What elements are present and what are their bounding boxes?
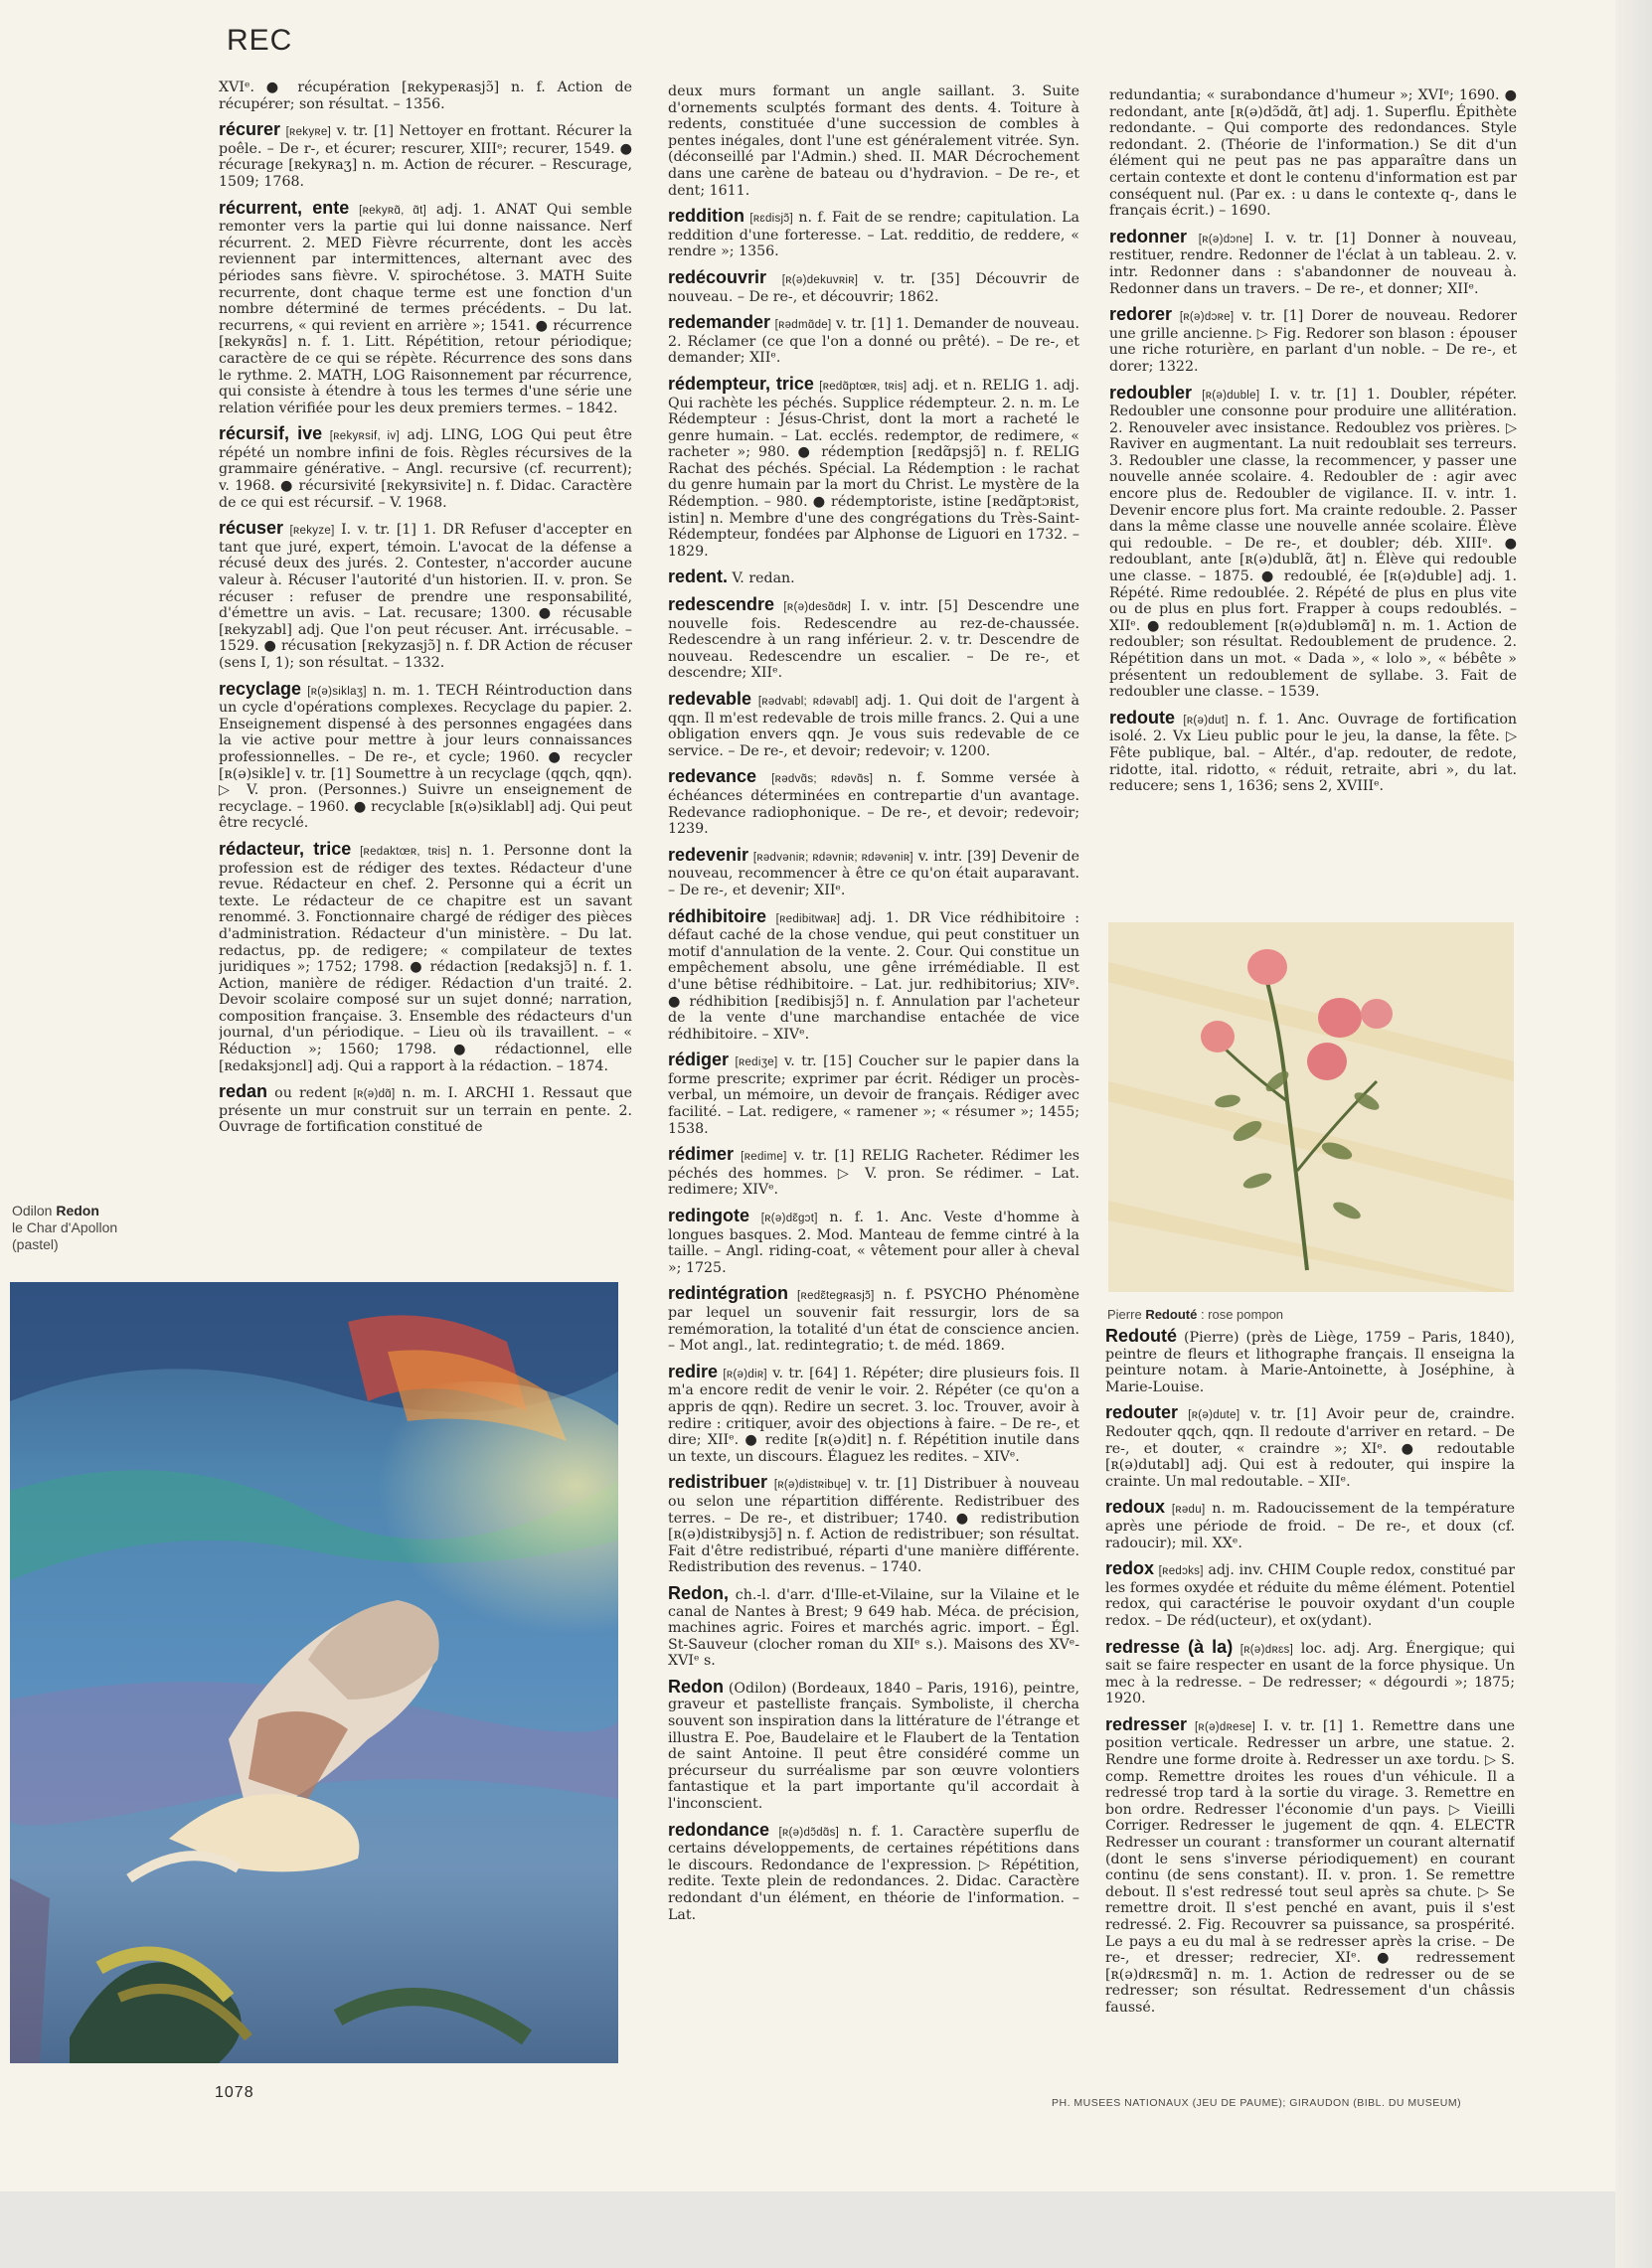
entry-phonetic: [ʀedibitwaʀ]: [775, 912, 841, 925]
dictionary-entry: [668, 568, 1079, 587]
entry-phonetic: [ʀ(ə)dut]: [1183, 714, 1229, 727]
entry-phonetic: [ʀ(ə)dute]: [1188, 1409, 1240, 1422]
entry-phonetic: [ʀədu]: [1171, 1504, 1206, 1517]
entry-phonetic: [ʀ(ə)dʀese]: [1194, 1720, 1256, 1733]
entry-definition: n. m. I. ARCHI 1. Ressaut que présente un mur construit sur un terrain en pente. 2. Ouvrage de fortification constitué de: [219, 1085, 632, 1136]
entry-phonetic: [ʀedime]: [741, 1151, 787, 1164]
entry-headword: rédhibitoire: [668, 905, 767, 926]
entry-phonetic: [ʀ(ə)dʀɛs]: [1239, 1643, 1294, 1656]
entry-headword: Redon,: [668, 1582, 729, 1603]
entry-phonetic: [ʀekyʀe]: [285, 126, 332, 139]
caption-surname: Redon: [56, 1203, 99, 1218]
entry-headword: rédacteur, trice: [219, 838, 352, 859]
entry-definition: I. v. intr. [5] Descendre une nouvelle fois. Redescendre au rez-de-chaussée. Redescendre à un rang inférieur. 2. v. tr. Descendre de nouveau. Redescendre un escalier. – De re-, et descendre; XIIᵉ.: [668, 598, 1079, 682]
caption-first-name: Odilon: [12, 1203, 53, 1218]
dictionary-entry: [668, 768, 1079, 837]
entry-definition: v. tr. [1] Avoir peur de, craindre. Redouter qqch, qqn. Il redoute d'arriver en retard. – De re-, et douter, « craindre »; XIᵉ. ● redoutable [ʀ(ə)dutabl] adj. Qui est à redouter, qui inspire la crainte. Un mal redoutable. – XIIᵉ.: [1105, 1406, 1515, 1490]
column-right-top: [1109, 87, 1517, 924]
entry-definition: loc. adj. Arg. Énergique; qui sait se faire respecter en usant de la force physique. Un mec à la redresse. – De redresser; « dégourdi »; 1875; 1920.: [1105, 1640, 1515, 1707]
page-header: REC: [227, 24, 293, 57]
redoute-rose-image: [1108, 922, 1514, 1292]
entry-phonetic: [ʀ(ə)dɔʀe]: [1179, 311, 1235, 324]
entry-headword: redonner: [1109, 226, 1188, 246]
dictionary-entry: [1105, 1713, 1515, 2017]
dictionary-entry: [219, 1083, 632, 1136]
dictionary-entry: [219, 121, 632, 190]
dictionary-entry: [668, 691, 1079, 759]
dictionary-entry: [668, 1676, 1079, 1813]
entry-headword: redevenir: [668, 844, 749, 865]
entry-headword: redorer: [1109, 304, 1173, 325]
column-middle: [668, 83, 1079, 2071]
dictionary-entry: [219, 197, 632, 417]
dictionary-entry: [668, 1146, 1079, 1199]
dictionary-entry: [668, 1208, 1079, 1276]
caption-medium: (pastel): [12, 1236, 59, 1252]
dictionary-entry: [1109, 707, 1517, 795]
entry-definition: (Pierre) (près de Liège, 1759 – Paris, 1840), peintre de fleurs et lithographe français. Il enseigna la peinture notam. à Marie-Antoinette, à Joséphine, à Marie-Louise.: [1105, 1330, 1515, 1395]
dictionary-entry: [1109, 306, 1517, 375]
entry-headword: redingote: [668, 1206, 750, 1226]
entry-phonetic: [ʀedɔks]: [1158, 1565, 1204, 1578]
dictionary-entry: [668, 266, 1079, 305]
entry-phonetic: [ʀ(ə)duble]: [1202, 389, 1260, 402]
entry-headword: redécouvrir: [668, 266, 767, 287]
photo-credit: PH. MUSEES NATIONAUX (JEU DE PAUME); GIRAUDON (BIBL. DU MUSEUM): [1052, 2097, 1462, 2109]
dictionary-entry: [1105, 1560, 1515, 1629]
entry-headword: rédiger: [668, 1050, 730, 1070]
entry-definition: ch.-l. d'arr. d'Ille-et-Vilaine, sur la Vilaine et le canal de Nantes à Brest; 9 649 hab. Méca. de précision, machines agric. Foires et marchés agric. import. – Égl. St-Sauveur (clocher roman du XIIᵉ s.). Maisons des XVᵉ-XVIᵉ s.: [668, 1586, 1079, 1670]
page-number: 1078: [215, 2084, 254, 2101]
entry-phonetic: [ʀ(ə)dekuvʀiʀ]: [781, 273, 859, 286]
entry-headword: redemander: [668, 312, 771, 333]
entry-headword: redintégration: [668, 1283, 789, 1304]
entry-definition: adj. LING, LOG Qui peut être répété un nombre infini de fois. Règles récursives de la grammaire générative. – Angl. recursive (cf. recurrent); v. 1968. ● récursivité [ʀekyʀsivite] n. f. Didac. Caractère de ce qui est récursif. – V. 1968.: [219, 427, 632, 511]
entry-headword: redescendre: [668, 594, 775, 615]
entry-phonetic: [ʀədmɑ̃de]: [774, 319, 832, 332]
entry-headword: reddition: [668, 206, 744, 227]
entry-phonetic: [ʀekyʀsif, iv]: [329, 430, 400, 443]
dictionary-entry: [219, 425, 632, 511]
entry-definition: n. f. 1. Caractère superflu de certains développements, de certaines répétitions dans le discours. Redondance de l'expression. ▷ Répétition, redite. Texte plein de redondances. 2. Didac. Caractère redondant d'un élément, en théorie de l'information. – Lat.: [668, 1823, 1079, 1923]
dictionary-entry: [668, 314, 1079, 367]
entry-definition: v. tr. [1] RELIG Racheter. Rédimer les péchés des hommes. ▷ V. pron. Se rédimer. – Lat. redimere; XIVᵉ.: [668, 1148, 1079, 1199]
entry-phonetic: [ʀ(ə)dɔ̃dɑ̃s]: [778, 1826, 840, 1839]
dictionary-entry: [219, 80, 632, 112]
entry-headword: rédimer: [668, 1144, 735, 1165]
caption-artwork-title: le Char d'Apollon: [12, 1219, 118, 1235]
entry-headword: redevable: [668, 689, 752, 709]
caption-first-name: Pierre: [1107, 1307, 1142, 1322]
dictionary-entry: [668, 1361, 1079, 1466]
entry-phonetic: [ʀ(ə)dɛ̃gɔt]: [760, 1213, 818, 1225]
entry-headword: récurer: [219, 119, 281, 140]
entry-phonetic: [ʀ(ə)dɑ̃]: [353, 1088, 396, 1101]
entry-headword: redresse (à la): [1105, 1636, 1234, 1657]
entry-definition: (Odilon) (Bordeaux, 1840 – Paris, 1916), peintre, graveur et pastelliste français. Symboliste, il chercha souvent son inspiration dans la littérature de l'étrange et illustra E. Poe, Baudelaire et le Flaubert de la Tentation de saint Antoine. Il peut être considéré comme un précurseur du surréalisme par son œuvre volontiers fantastique et la part importante qu'il accordait à l'inconscient.: [668, 1680, 1079, 1813]
entry-definition: deux murs formant un angle saillant. 3. Suite d'ornements sculptés formant des dents. 4. Toiture à redents, constituée d'une succession de combles à pentes inégales, dont l'une est généralement vitrée. Syn. (déconseillé par l'Admin.) shed. II. MAR Décrochement dans une carène de bateau ou d'hydravion. – De re-, et dent; 1611.: [668, 83, 1079, 199]
entry-definition: n. 1. Personne dont la profession est de rédiger des textes. Rédacteur d'une revue. Rédacteur en chef. 2. Personne qui a écrit un texte. Le rédacteur de ce chapitre est un savant renommé. 3. Fonctionnaire chargé de rédiger des pièces d'administration. Rédacteur d'un ministère. – Du lat. redactus, pp. de redigere; « compilateur de textes juridiques »; 1752; 1798. ● rédaction [ʀedaksjɔ̃] n. f. 1. Action, manière de rédiger. Rédaction d'un traité. 2. Devoir scolaire composé sur un sujet donné; narration, composition française. 3. Ensemble des rédacteurs d'un journal, d'un périodique. – Lieu où ils travaillent. – « Réduction »; 1560; 1798. ● rédactionnel, elle [ʀedaksjɔnɛl] adj. Qui a rapport à la rédaction. – 1874.: [219, 842, 632, 1074]
entry-phonetic: [ʀekyze]: [289, 525, 335, 538]
entry-definition: v. tr. [1] 1. Demander de nouveau. 2. Réclamer (ce que l'on a donné ou prêté). – De re-, et demander; XIIᵉ.: [668, 316, 1079, 367]
redon-painting-image: [10, 1282, 618, 2063]
entry-definition: n. m. Radoucissement de la température après une période de froid. – De re-, et doux (cf. radoucir); mil. XXᵉ.: [1105, 1501, 1515, 1551]
entry-phonetic: [ʀedaktœʀ, tʀis]: [360, 845, 451, 858]
entry-definition: adj. et n. RELIG 1. adj. Qui rachète les péchés. Supplice rédempteur. 2. n. m. Le Rédempteur : Jésus-Christ, dont la mort a racheté le genre humain. – Lat. ecclés. redemptor, de redimere, « racheter »; 980. ● rédemption [ʀedɑ̃psjɔ̃] n. f. RELIG Rachat des péchés. Spécial. La Rédemption : le rachat du genre humain par la mort du Christ. Le mystère de la Rédemption. – 980. ● rédemptoriste, istine [ʀedɑ̃ptɔʀist, istin] n. Membre d'une des congrégations du Très-Saint-Rédempteur, fondées par Alphonse de Liguori en 1732. – 1829.: [668, 377, 1079, 560]
dictionary-entry: [668, 1285, 1079, 1354]
entry-definition: v. intr. [39] Devenir de nouveau, recommencer à être ce qu'on était auparavant. – De re-, et devenir; XIIᵉ.: [668, 848, 1079, 898]
entry-headword: redox: [1105, 1558, 1155, 1579]
dictionary-entry: [668, 373, 1079, 561]
entry-headword: récursif, ive: [219, 423, 323, 444]
entry-definition: adj. inv. CHIM Couple redox, constitué par les formes oxydée et réduite du même élément. Potentiel redox, qui caractérise le pouvoir oxydant d'un couple redox. – De réd(ucteur), et ox(ydant).: [1105, 1562, 1515, 1629]
entry-definition: n. m. 1. TECH Réintroduction dans un cycle d'opérations complexes. Recyclage du papier. 2. Enseignement dispensé à des personnes engagées dans la vie active pour mettre à jour leurs connaissances professionnelles. – De re-, et cycle; 1960. ● recycler [ʀ(ə)sikle] v. tr. [1] Soumettre à un recyclage (qqch, qqn). ▷ V. pron. (Personnes.) Suivre un enseignement de recyclage. – 1960. ● recyclable [ʀ(ə)siklabl] adj. Qui peut être recyclé.: [219, 682, 632, 832]
entry-headword: redistribuer: [668, 1472, 768, 1493]
scan-edge: [1615, 0, 1652, 2268]
dictionary-entry: [219, 678, 632, 832]
caption-description: : rose pompon: [1200, 1307, 1284, 1322]
entry-headword: redoute: [1109, 707, 1176, 728]
entry-definition: n. f. 1. Anc. Ouvrage de fortification isolé. 2. Vx Lieu public pour le jeu, la danse, la fête. ▷ Fête publique, bal. – Altér., d'ap. redouter, de redote, ridotte, ital. ridotto, « réduit, retraite, abri », du lat. reducere; sens 1, 1636; sens 2, XVIIIᵉ.: [1109, 711, 1517, 795]
dictionary-entry: [219, 838, 632, 1074]
entry-phonetic: [ʀ(ə)distʀibɥe]: [773, 1479, 851, 1492]
entry-headword: redresser: [1105, 1713, 1188, 1734]
entry-phonetic: [ʀ(ə)dɔne]: [1198, 233, 1253, 245]
entry-phonetic: [ʀ(ə)diʀ]: [723, 1368, 767, 1380]
column-left: [219, 80, 632, 1213]
dictionary-entry: [668, 596, 1079, 682]
entry-headword: redondance: [668, 1819, 770, 1840]
entry-phonetic: [ʀədvɑ̃s; ʀdəvɑ̃s]: [771, 773, 874, 786]
entry-phonetic: [ʀekyʀɑ̃, ɑ̃t]: [359, 204, 427, 217]
entry-definition: redundantia; « surabondance d'humeur »; XVIᵉ; 1690. ● redondant, ante [ʀ(ə)dɔ̃dɑ̃, ɑ̃t] adj. 1. Superflu. Épithète redondante. – Qui comporte des redondances. Style redondant. 2. (Théorie de l'information.) Se dit d'un élément qui ne peut pas ne pas apparaître dans un certain contexte et dont le contenu d'information est par conséquent nul. (Par ex. : u dans le contexte q-, dans le français écrit.) – 1690.: [1109, 87, 1517, 220]
entry-definition: V. redan.: [732, 570, 795, 587]
dictionary-entry: [668, 1052, 1079, 1137]
dictionary-entry: [668, 844, 1079, 899]
entry-headword: redoubler: [1109, 382, 1193, 403]
entry-definition: I. v. tr. [1] Donner à nouveau, restituer, rendre. Redonner de l'éclat à un tableau. 2. v. intr. Redonner dans : s'abandonner de nouveau à. Redonner dans un travers. – De re-, et donner; XIIᵉ.: [1109, 230, 1517, 297]
dictionary-entry: [1109, 87, 1517, 220]
entry-definition: I. v. tr. [1] 1. Doubler, répéter. Redoubler une consonne pour produire une allitération. 2. Renouveler avec insistance. Redoublez vos prières. ▷ Raviver en augmentant. La nuit redoublait ses terreurs. 3. Redoubler une classe, la recommencer, y passer une nouvelle année scolaire. 4. Redoubler de : agir avec encore plus de. Redoubler de vigilance. II. v. intr. 1. Devenir encore plus fort. Ma crainte redouble. 2. Passer dans la même classe une nouvelle année scolaire. Élève qui redouble. – De re-, et doubler; déb. XIIIᵉ. ● redoublant, ante [ʀ(ə)dublɑ̃, ɑ̃t] n. Élève qui redouble une classe. – 1875. ● redoublé, ée [ʀ(ə)duble] adj. 1. Répété. Rime redoublée. 2. Répété de plus en plus vite ou de plus en plus fort. Frapper à coups redoublés. – XIIᵉ. ● redoublement [ʀ(ə)dubləmɑ̃] n. m. 1. Action de redoubler; son résultat. Redoublement de prudence. 2. Répétition dans un mot. « Dada », « lolo », « bébête » présentent un redoublement de syllabe. 3. Fait de redoubler une classe. – 1539.: [1109, 386, 1517, 701]
entry-headword: redevance: [668, 766, 757, 787]
redon-caption: [12, 1203, 117, 1253]
entry-phonetic: [ʀədvəniʀ; ʀdəvniʀ; ʀdəvəniʀ]: [752, 851, 913, 864]
entry-definition: adj. 1. ANAT Qui semble remonter vers la partie qui lui donne naissance. Nerf récurrent. 2. MED Fièvre récurrente, dont les accès reviennent par intermittences, alternant avec des périodes sans fièvre. V. spirochétose. 3. MATH Suite recurrente, dont chaque terme est une fonction d'un nombre déterminé de termes précédents. – Du lat. recurrens, « qui revient en arrière »; 1541. ● récurrence [ʀekyʀɑ̃s] n. f. 1. Litt. Répétition, retour périodique; caractère de ce qui se répète. Récurrence des sons dans le rythme. 2. MATH, LOG Raisonnement par récurrence, qui consiste à étendre à tous les termes d'une série une relation vérifiée pour les deux premiers termes. – 1842.: [219, 201, 632, 416]
dictionary-entry: [1109, 382, 1517, 701]
entry-definition: v. tr. [1] Nettoyer en frottant. Récurer la poêle. – De r-, et écurer; rescurer, XIIIᵉ; recurer, 1549. ● récurage [ʀekyʀaʒ] n. m. Action de récurer. – Rescurage, 1509; 1768.: [219, 123, 632, 190]
entry-definition: I. v. tr. [1] 1. Remettre dans une position verticale. Redresser un arbre, une statue. 2. Rendre une forme droite à. Redresser un axe tordu. ▷ S. comp. Remettre droites les roues d'un véhicule. Il a redressé trop tard à la sortie du virage. 3. Remettre en bon ordre. Redresser l'économie d'un pays. ▷ Vieilli Corriger. Redresser le jugement de qqn. 4. ELECTR Redresser un courant : transformer un courant alternatif (dont le sens s'inverse périodiquement) en courant continu (de sens constant). II. v. pron. 1. Se remettre debout. Il s'est redressé tout seul après sa chute. ▷ Se remettre droit. Il s'est penché en avant, puis il s'est redressé. 2. Fig. Recouvrer sa puissance, sa prospérité. Le pays a eu du mal à se redresser après la crise. – De re-, et dresser; redrecier, XIᵉ. ● redressement [ʀ(ə)dʀɛsmɑ̃] n. m. 1. Action de redresser ou de se redresser; son résultat. Redressement d'un châssis faussé.: [1105, 1717, 1515, 2016]
entry-headword: redoux: [1105, 1497, 1166, 1518]
entry-definition: v. tr. [1] Dorer de nouveau. Redorer une grille ancienne. ▷ Fig. Redorer son blason : épouser une riche roturière, en parlant d'un noble. – De re-, et dorer; 1322.: [1109, 308, 1517, 375]
entry-headword: redire: [668, 1361, 719, 1381]
column-right-bottom: [1105, 1328, 1515, 2079]
entry-phonetic: [ʀədvabl; ʀdəvabl]: [757, 696, 859, 708]
entry-headword: recyclage: [219, 678, 302, 699]
entry-headword: redent.: [668, 567, 729, 587]
entry-headword: redan: [219, 1081, 268, 1102]
dictionary-entry: [668, 905, 1079, 1044]
dictionary-entry: [219, 520, 632, 671]
entry-phonetic: [ʀedɑ̃ptœʀ, tʀis]: [819, 380, 908, 393]
entry-headword: rédempteur, trice: [668, 373, 814, 394]
entry-definition: adj. 1. Qui doit de l'argent à qqn. Il m'est redevable de trois mille francs. 2. Qui a une obligation envers qqn. Je vous suis redevable de ce service. – De re-, et devoir; redevoir; v. 1200.: [668, 693, 1079, 759]
entry-headword: récurrent, ente: [219, 197, 350, 218]
entry-headword: récuser: [219, 518, 284, 539]
dictionary-entry: [1105, 1328, 1515, 1395]
entry-phonetic: [ʀ(ə)desɑ̃dʀ]: [783, 601, 852, 614]
dictionary-entry: [1105, 1636, 1515, 1707]
entry-phonetic: [ʀɛdisjɔ̃]: [749, 213, 793, 226]
entry-variant: ou redent: [274, 1085, 347, 1102]
entry-definition: v. tr. [35] Découvrir de nouveau. – De re-, et découvrir; 1862.: [668, 270, 1079, 305]
dictionary-entry: [668, 1474, 1079, 1576]
dictionary-entry: [668, 1819, 1079, 1924]
scan-border: [0, 2191, 1652, 2268]
dictionary-entry: [1105, 1404, 1515, 1490]
entry-phonetic: [ʀediʒe]: [735, 1056, 778, 1069]
entry-phonetic: [ʀedɛ̃tegʀasjɔ̃]: [797, 1290, 875, 1303]
entry-definition: v. tr. [15] Coucher sur le papier dans la forme prescrite; exprimer par écrit. Rédiger un procès-verbal, un mémoire, un devoir de français. Rédiger avec facilité. – Lat. redigere, « ramener »; « résumer »; 1455; 1538.: [668, 1053, 1079, 1137]
entry-headword: Redon: [668, 1676, 724, 1697]
dictionary-entry: [668, 208, 1079, 260]
entry-definition: n. f. PSYCHO Phénomène par lequel un souvenir fait ressurgir, lors de sa remémoration, la totalité d'un état de conscience ancien. – Mot angl., lat. redintegratio; t. de méd. 1869.: [668, 1287, 1079, 1355]
dictionary-entry: [668, 83, 1079, 199]
entry-definition: n. f. 1. Anc. Veste d'homme à longues basques. 2. Mod. Manteau de femme cintré à la taille. – Angl. riding-coat, « vêtement pour aller à cheval »; 1725.: [668, 1210, 1079, 1276]
entry-definition: n. f. Fait de se rendre; capitulation. La reddition d'une forteresse. – Lat. redditio, de reddere, « rendre »; 1356.: [668, 210, 1079, 260]
dictionary-entry: [668, 1582, 1079, 1670]
caption-surname: Redouté: [1145, 1307, 1198, 1322]
entry-headword: redouter: [1105, 1402, 1179, 1423]
entry-definition: adj. 1. DR Vice rédhibitoire : défaut caché de la chose vendue, qui peut constituer un motif d'annulation de la vente. 2. Cour. Qui constitue un empêchement absolu, une gêne irrémédiable. Il est d'une bêtise rédhibitoire. – Lat. jur. redhibitorius; XIVᵉ. ● rédhibition [ʀedibisjɔ̃] n. f. Annulation par l'acheteur de la vente d'une marchandise entachée de vice rédhibitoire. – XIVᵉ.: [668, 909, 1079, 1043]
entry-definition: XVIᵉ. ● récupération [ʀekypeʀasjɔ̃] n. f. Action de récupérer; son résultat. – 1356.: [219, 80, 632, 112]
entry-definition: I. v. tr. [1] 1. DR Refuser d'accepter en tant que juré, expert, témoin. L'avocat de la défense a récusé deux des jurés. 2. Contester, n'accorder aucune valeur à. Récuser l'autorité d'un historien. II. v. pron. Se récuser : refuser de prendre une responsabilité, d'émettre un avis. – Lat. recusare; 1300. ● récusable [ʀekyzabl] adj. Que l'on peut récuser. Ant. irrécusable. – 1529. ● récusation [ʀekyzasjɔ̃] n. f. DR Action de récuser (sens I, 1); son résultat. – 1332.: [219, 522, 632, 671]
dictionary-entry: [1109, 226, 1517, 297]
entry-phonetic: [ʀ(ə)siklaʒ]: [307, 685, 367, 698]
entry-definition: v. tr. [1] Distribuer à nouveau ou selon une répartition différente. Redistribuer des terres. – De re-, et distribuer; 1740. ● redistribution [ʀ(ə)distʀibysjɔ̃] n. f. Action de redistribuer; son résultat. Fait d'être redistribué, réparti d'une manière différente. Redistribution des revenus. – 1740.: [668, 1476, 1079, 1576]
dictionary-entry: [1105, 1499, 1515, 1551]
entry-definition: v. tr. [64] 1. Répéter; dire plusieurs fois. Il m'a encore redit de venir le voir. 2. Répéter (ce qu'on a appris de qqn). Redire un secret. 3. loc. Trouver, avoir à redire : critiquer, avoir des objections à faire. – De re-, et dire; XIIᵉ. ● redite [ʀ(ə)dit] n. f. Répétition inutile dans un texte, un discours. Élaguez les redites. – XIVᵉ.: [668, 1365, 1079, 1465]
entry-definition: n. f. Somme versée à échéances déterminées en contrepartie d'un avantage. Redevance radiophonique. – De re-, et devoir; redevoir; 1239.: [668, 770, 1079, 838]
entry-headword: Redouté: [1105, 1328, 1177, 1346]
redoute-caption: [1107, 1306, 1283, 1323]
